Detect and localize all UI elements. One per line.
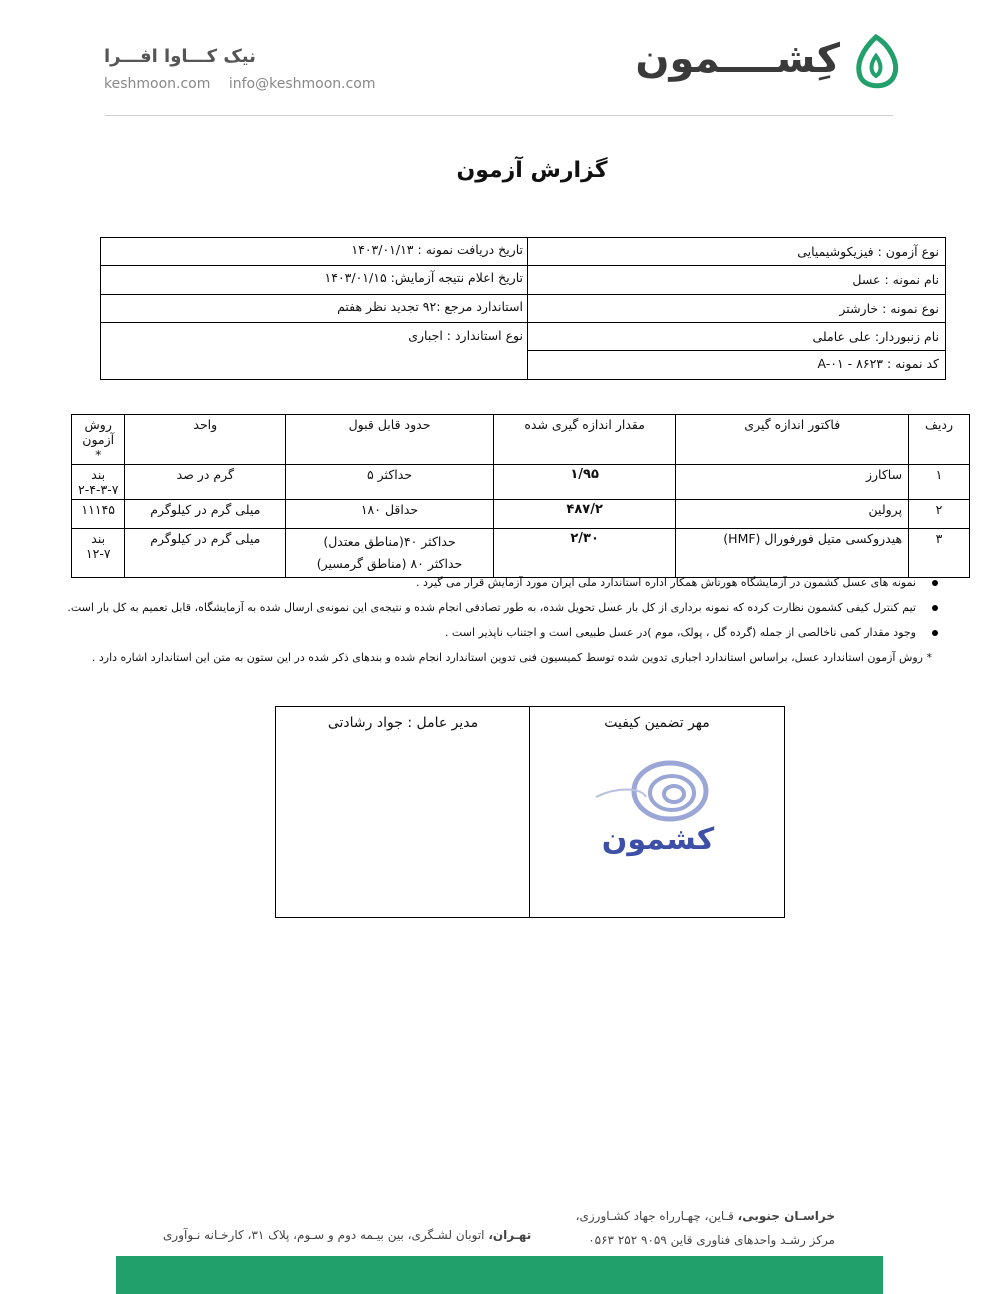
sample-name: نام نمونه : عسل [528, 266, 945, 295]
row-num: ۱ [909, 465, 970, 500]
keshmoon-logo-icon [852, 34, 900, 90]
result-date: تاریخ اعلام نتیجه آزمایش: ۱۴۰۳/۰۱/۱۵ [101, 266, 529, 295]
table-row [72, 465, 970, 500]
acceptable-limit: حداکثر ۵ [286, 465, 494, 500]
footer-address-tehran: تهـران، اتوبان لشـگری، بین بیـمه دوم و سـوم، پلاک ۳۱، کارخـانه نـوآوری [163, 1228, 532, 1242]
receipt-date: تاریخ دریافت نمونه : ۱۴۰۳/۰۱/۱۳ [101, 238, 529, 266]
sample-info-left [101, 238, 529, 379]
factor-name: پرولین [676, 500, 909, 529]
quality-seal-cell [529, 707, 784, 917]
acceptable-limit: حداقل ۱۸۰ [286, 500, 494, 529]
page-title: گزارش آزمون [456, 158, 608, 183]
website-link[interactable]: keshmoon.com [104, 76, 211, 92]
beekeeper-name: نام زنبوردار: علی عاملی [528, 323, 945, 351]
footer-phone-line: مرکز رشـد واحدهای فناوری قاین ۹۰۵۹ ۲۵۲ ۰۵۶۳ [588, 1233, 835, 1247]
footer-address-right [576, 1204, 835, 1252]
brand-logo [600, 34, 900, 94]
header-test-method: روش آزمون * [72, 415, 125, 465]
results-table [71, 414, 970, 578]
sample-type: نوع نمونه : خارشتر [528, 295, 945, 323]
header-divider [105, 115, 893, 116]
bullet-icon [932, 580, 938, 586]
signature-box [275, 706, 785, 918]
table-header-row [72, 415, 970, 465]
measured-value: ۲/۳۰ [493, 529, 676, 578]
footnote: * روش آزمون استاندارد عسل، براساس استاندارد اجباری تدوین شده توسط کمیسیون فنی تدوین استاندارد انجام شده و بندهای ذکر شده در این ستون به متن این استاندارد اشاره دارد . [91, 651, 932, 664]
unit: گرم در صد [125, 465, 286, 500]
reference-standard: استاندارد مرجع :۹۲ تجدید نظر هفتم [101, 295, 529, 323]
factor-name: هیدروکسی متیل فورفورال (HMF) [676, 529, 909, 578]
row-num: ۳ [909, 529, 970, 578]
quality-seal-icon [586, 757, 736, 862]
header-unit: واحد [125, 415, 286, 465]
footer-green-bar [116, 1256, 883, 1294]
test-type: نوع آزمون : فیزیکوشیمیایی [528, 238, 945, 266]
test-method: ۱۱۱۴۵ [72, 500, 125, 529]
quality-seal-label: مهر تضمین کیفیت [604, 715, 710, 731]
unit: میلی گرم در کیلوگرم [125, 529, 286, 578]
manager-label: مدیر عامل : جواد رشادتی [327, 715, 479, 731]
measured-value: ۴۸۷/۲ [493, 500, 676, 529]
header-factor: فاکتور اندازه گیری [676, 415, 909, 465]
unit: میلی گرم در کیلوگرم [125, 500, 286, 529]
sample-info-table [100, 237, 946, 380]
manager-signature-cell [276, 707, 530, 917]
test-method: بند ۷-۱۲ [72, 529, 125, 578]
bullet-icon [932, 605, 938, 611]
email-link[interactable]: info@keshmoon.com [228, 76, 376, 92]
sample-info-right [527, 238, 945, 379]
contact-line [104, 76, 389, 92]
brand-name: کِشــــمون [635, 36, 840, 82]
test-method: بند ۷-۳-۴-۲ [72, 465, 125, 500]
bullet-icon [932, 630, 938, 636]
row-num: ۲ [909, 500, 970, 529]
header-row-num: ردیف [909, 415, 970, 465]
company-name: نیک کـــاوا افـــرا [104, 46, 256, 67]
header-acceptable-limit: حدود قابل قبول [286, 415, 494, 465]
footer-address-line: خراسـان جنوبی، قـاین، چهـارراه جهاد کشـاورزی، [575, 1209, 835, 1223]
seal-text: کشمون [601, 822, 715, 857]
note-item: تیم کنترل کیفی کشمون نظارت کرده که نمونه برداری از کل بار عسل تحویل شده، به طور تصادفی انجام شده و نتیجه‌ی این نمونه‌ی ارسال شده به آزمایشگاه، قابل تعمیم به کل بار است. [62, 595, 942, 620]
note-item: نمونه های عسل کشمون در آزمایشگاه هورتاش همکار اداره استاندارد ملی ایران مورد آزمایش قرار می گیرد . [62, 570, 942, 595]
factor-name: ساکارز [676, 465, 909, 500]
note-item: وجود مقدار کمی ناخالصی از جمله (گرده گل ، پولک، موم )در عسل طبیعی است و اجتناب ناپذیر است . [62, 620, 942, 645]
notes-list [62, 570, 942, 670]
header-measured-value: مقدار اندازه گیری شده [493, 415, 676, 465]
limit-tropical: حداکثر ۸۰ (مناطق گرمسیر) [316, 556, 463, 571]
measured-value: ۱/۹۵ [493, 465, 676, 500]
table-row [72, 500, 970, 529]
sample-code: کد نمونه : A-۰۱ - ۸۶۲۳ [817, 356, 939, 371]
standard-type: نوع استاندارد : اجباری [408, 328, 523, 343]
limit-temperate: حداکثر ۴۰(مناطق معتدل) [323, 534, 456, 549]
